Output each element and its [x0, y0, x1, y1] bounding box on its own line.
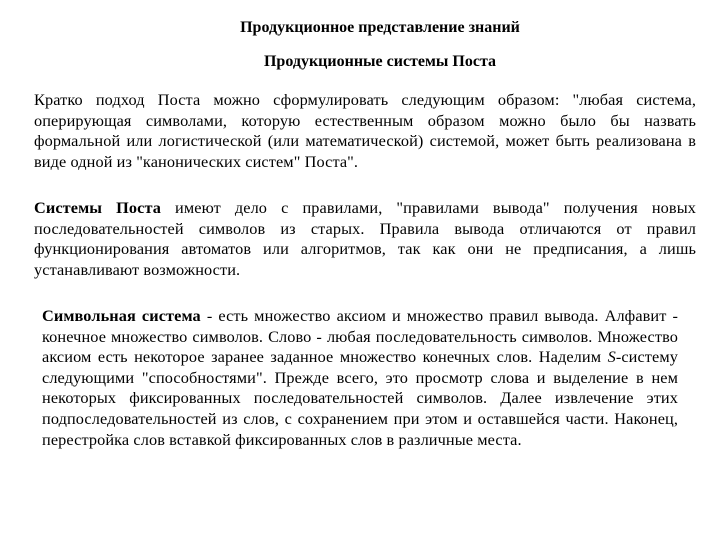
page-subtitle: Продукционные системы Поста — [263, 53, 497, 70]
paragraph-post-systems — [34, 198, 696, 280]
paragraph-text: - есть множество аксиом и множество правил вывода. Алфавит - конечное множество символов. Слово - любая последовательность символов. Множество аксиом есть некоторое заранее заданное множество конечных слов. Наделим — [42, 306, 678, 367]
paragraph-post-approach — [34, 90, 696, 172]
s-system-symbol: S — [607, 347, 616, 367]
paragraph-text: -систему следующими "способностями". Прежде всего, это просмотр слова и выделение в нем некоторых фиксированных последовательностей символов. Далее извлечение этих подпоследовательностей из слов, с сохранением при этом и оставшейся части. Наконец, перестройка слов вставкой фиксированных слов в различные места. — [42, 347, 678, 449]
term-post-systems: Системы Поста — [34, 198, 161, 217]
paragraph-text: имеют дело с правилами, "правилами вывода" получения новых последовательностей символов из старых. Правила вывода отличаются от правил функционирования автоматов или алгоритмов, так как они не предписания, а лишь устанавливают возможности. — [34, 198, 696, 279]
page-title: Продукционное представление знаний — [240, 19, 520, 36]
term-symbolic-system: Символьная система — [42, 306, 201, 325]
paragraph-symbolic-system — [42, 306, 678, 450]
paragraph-text: Кратко подход Поста можно сформулировать следующим образом: "любая система, оперирующая символами, которую естественным образом можно было бы назвать формальной или логистической (или математической) системой, может быть реализована в виде одной из "канонических систем" Поста". — [34, 90, 696, 171]
